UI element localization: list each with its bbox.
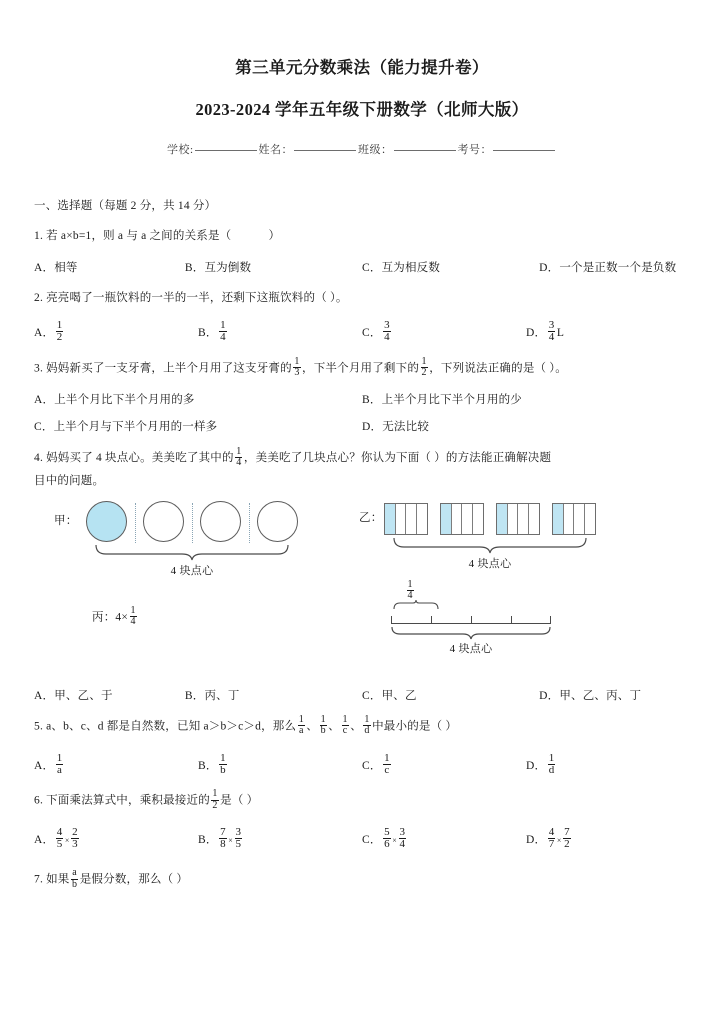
q6-option-b-fraction-1 — [219, 827, 227, 850]
q1-option-d[interactable] — [539, 259, 690, 275]
denominator: 8 — [220, 838, 226, 851]
yi-bar-3-part-1 — [497, 504, 508, 534]
q6-option-a-operator: × — [64, 835, 70, 845]
q4-option-b[interactable] — [185, 687, 362, 703]
q5-option-a-fraction — [56, 753, 64, 776]
q4-stem-part2: ，美美吃了几块点心？你认为下面（ ）的方法能正确解决题 — [243, 452, 552, 465]
q2-option-a-tag: A． — [34, 327, 55, 340]
denominator: 2 — [564, 838, 570, 851]
numerator: 1 — [421, 355, 427, 367]
denominator: 4 — [399, 838, 406, 851]
q4-option-c[interactable] — [362, 687, 539, 703]
numerator: 1 — [56, 319, 63, 332]
q2-option-b[interactable] — [198, 321, 362, 344]
q3-option-a-text: 上半个月比下半个月用的多 — [54, 394, 195, 407]
ding-tick-5 — [550, 616, 551, 624]
yi-bar-1 — [384, 503, 428, 535]
q6-option-c-tag: C． — [362, 833, 382, 846]
denominator: c — [384, 764, 390, 777]
q1-option-d-tag: D． — [539, 261, 560, 274]
q5-option-d[interactable] — [526, 751, 690, 777]
numerator: 1 — [56, 751, 63, 764]
yi-bar-1-part-2 — [396, 504, 407, 534]
numerator: 1 — [384, 751, 390, 764]
yi-bar-3-part-2 — [508, 504, 519, 534]
q2-option-c[interactable] — [362, 321, 526, 344]
denominator: 2 — [212, 799, 218, 811]
q1-option-a-text: 相等 — [54, 261, 78, 274]
q2-option-d-unit: L — [556, 327, 565, 340]
yi-caption: 4 块点心 — [468, 558, 512, 571]
yi-bar-2 — [440, 503, 484, 535]
section-heading: 一、选择题（每题 2 分，共 14 分） — [34, 199, 217, 212]
q4-option-c-text: 甲、乙 — [381, 690, 417, 703]
q3-option-a[interactable] — [34, 391, 362, 407]
numerator: 1 — [298, 714, 304, 726]
q6-option-a-tag: A． — [34, 833, 55, 846]
q1-option-c-text: 互为相反数 — [381, 261, 441, 274]
q2-options — [34, 321, 690, 344]
numerator: 3 — [548, 319, 555, 332]
q7-fraction-1 — [71, 868, 78, 889]
q4-option-b-tag: B． — [184, 690, 205, 703]
numerator: 4 — [548, 825, 555, 838]
q4-option-d-tag: D． — [539, 690, 560, 703]
figure-yi — [384, 503, 596, 571]
q4-option-d-text: 甲、乙、丙、丁 — [559, 690, 642, 703]
numerator: 1 — [220, 319, 226, 332]
denominator: 2 — [56, 331, 63, 344]
yi-bar-group — [384, 503, 594, 537]
q6-option-c-fraction-1 — [383, 827, 391, 850]
ding-number-line — [391, 609, 551, 631]
q7-number: 7. — [34, 873, 44, 886]
q2-option-d-tag: D． — [526, 327, 547, 340]
q3-option-c-tag: C． — [34, 421, 54, 434]
q6-option-d[interactable] — [526, 825, 690, 851]
q3-option-d-tag: D． — [362, 421, 383, 434]
numerator: 3 — [235, 825, 242, 838]
numerator: 1 — [320, 714, 326, 726]
figure-jia-label: 甲： — [54, 515, 78, 528]
q3-fraction-1 — [293, 357, 300, 378]
q6-option-d-fraction-2 — [563, 827, 571, 850]
q6-options — [34, 825, 690, 851]
q3-number: 3. — [34, 361, 44, 374]
q5-option-d-fraction — [548, 753, 556, 776]
numerator: 1 — [220, 751, 226, 764]
q2-option-a-fraction — [56, 320, 64, 343]
field-blank-school[interactable] — [195, 150, 257, 151]
ding-top-fraction — [407, 580, 414, 601]
q2-option-a[interactable] — [34, 321, 198, 344]
yi-bar-1-part-4 — [417, 504, 428, 534]
q6-option-d-operator: × — [556, 835, 562, 845]
q5-option-c-tag: C． — [362, 759, 382, 772]
q4-option-a[interactable] — [34, 687, 185, 703]
q5-sep-2: 、 — [328, 720, 340, 733]
numerator: 1 — [342, 714, 348, 726]
q4-option-a-text: 甲、乙、于 — [54, 690, 113, 703]
q7-stem-part1: 如果 — [46, 873, 70, 886]
question-7 — [34, 869, 690, 891]
denominator: 5 — [56, 838, 63, 851]
numerator: 1 — [548, 751, 555, 764]
q5-option-a-tag: A． — [34, 759, 55, 772]
page-title-line2: 2023-2024 学年五年级下册数学（北师大版） — [195, 99, 529, 119]
q4-stem-part1: 妈妈买了 4 块点心。美美吃了其中的 — [46, 452, 234, 465]
jia-circle-group — [86, 501, 298, 545]
q5-fraction-3 — [342, 715, 349, 736]
yi-bar-4-part-2 — [564, 504, 575, 534]
q4-stem-part3: 目中的问题。 — [34, 475, 105, 488]
yi-bar-4 — [552, 503, 596, 535]
q2-option-d[interactable] — [526, 321, 690, 344]
student-info-line — [34, 141, 690, 157]
q5-fraction-4 — [363, 715, 370, 736]
question-3 — [34, 355, 690, 380]
question-1 — [34, 226, 690, 247]
q6-option-b-tag: B． — [198, 833, 218, 846]
figure-bing-label: 丙： — [92, 611, 116, 624]
jia-circle-2 — [143, 501, 184, 542]
q5-number: 5. — [34, 720, 44, 733]
q6-option-b[interactable] — [198, 825, 362, 851]
jia-divider-3 — [249, 503, 250, 543]
q4-options — [34, 687, 690, 703]
denominator: a — [298, 725, 304, 737]
q1-stem-close: ） — [268, 229, 281, 242]
q6-number: 6. — [34, 794, 44, 807]
q6-option-c-fraction-2 — [399, 827, 407, 850]
denominator: 4 — [236, 457, 242, 469]
denominator: 6 — [384, 838, 390, 851]
q5-sep-1: 、 — [306, 720, 319, 733]
field-label-school: 学校: — [166, 143, 194, 156]
q6-option-d-tag: D． — [526, 833, 547, 846]
q5-fraction-2 — [320, 715, 327, 736]
q5-option-b-tag: B． — [198, 759, 218, 772]
q6-stem-part2: 是（ ） — [220, 794, 259, 807]
q5-stem-part2: 中最小的是（ ） — [372, 720, 458, 733]
field-label-examnum: 考号： — [457, 143, 493, 156]
numerator: a — [72, 867, 77, 879]
q3-options-row1 — [34, 391, 690, 407]
q3-stem-part1: 妈妈新买了一支牙膏，上半个月用了这支牙膏的 — [46, 361, 292, 374]
denominator: a — [57, 764, 63, 777]
q3-options-row2 — [34, 418, 690, 434]
q6-option-c-operator: × — [392, 835, 397, 845]
yi-bar-2-part-3 — [462, 504, 473, 534]
ding-tick-3 — [471, 616, 472, 624]
q6-option-b-operator: × — [228, 835, 233, 845]
denominator: 4 — [548, 331, 555, 344]
denominator: d — [364, 725, 370, 737]
numerator: 7 — [564, 825, 570, 838]
field-blank-name[interactable] — [294, 150, 356, 151]
figure-bing-expr: 4× — [115, 611, 129, 624]
q2-option-b-fraction — [219, 320, 227, 343]
q3-option-d-text: 无法比较 — [382, 421, 430, 434]
denominator: 3 — [72, 838, 78, 851]
jia-caption: 4 块点心 — [170, 565, 214, 578]
denominator: 4 — [130, 616, 136, 628]
q4-figure — [34, 499, 690, 687]
question-6 — [34, 790, 690, 812]
q4-fraction-1 — [235, 447, 242, 468]
yi-bar-1-part-1 — [385, 504, 396, 534]
yi-bar-4-part-1 — [553, 504, 564, 534]
q6-option-a-fraction-2 — [71, 827, 79, 850]
q5-option-b[interactable] — [198, 751, 362, 777]
numerator: 2 — [72, 825, 78, 838]
yi-bar-2-part-4 — [473, 504, 484, 534]
jia-circle-4 — [257, 501, 298, 542]
q6-option-a-fraction-1 — [56, 827, 64, 850]
q3-stem-part2: ，下半个月用了剩下的 — [302, 361, 420, 374]
numerator: 7 — [220, 825, 226, 838]
yi-bar-1-part-3 — [406, 504, 417, 534]
q5-option-b-fraction — [219, 753, 227, 776]
numerator: 1 — [212, 788, 218, 800]
q6-fraction-1 — [211, 789, 218, 810]
jia-circle-3 — [200, 501, 241, 542]
ding-tick-4 — [511, 616, 512, 624]
ding-caption: 4 块点心 — [449, 643, 493, 656]
q4-option-b-text: 丙、丁 — [204, 690, 240, 703]
yi-bar-3-part-3 — [518, 504, 529, 534]
q2-option-b-tag: B． — [198, 327, 218, 340]
q5-fraction-1 — [298, 715, 305, 736]
denominator: b — [320, 725, 326, 737]
denominator: 4 — [384, 331, 390, 344]
q3-fraction-2 — [421, 357, 428, 378]
numerator: 4 — [56, 825, 63, 838]
q3-option-b[interactable] — [362, 391, 690, 407]
q5-option-c-fraction — [383, 753, 391, 776]
numerator: 3 — [384, 319, 390, 332]
denominator: 3 — [294, 366, 300, 378]
q3-option-d[interactable] — [362, 418, 690, 434]
q1-option-c[interactable] — [362, 259, 539, 275]
field-blank-class[interactable] — [394, 150, 456, 151]
q1-option-b-text: 互为倒数 — [204, 261, 252, 274]
question-4 — [34, 447, 690, 493]
jia-circle-1 — [86, 501, 127, 542]
denominator: 5 — [235, 838, 242, 851]
q5-option-d-tag: D． — [526, 759, 547, 772]
figure-ding — [391, 579, 551, 656]
q7-stem-part2: 是假分数，那么（ ） — [79, 873, 189, 886]
q3-stem-part3: ，下列说法正确的是（ ）。 — [429, 361, 567, 374]
q1-option-b[interactable] — [185, 259, 362, 275]
q3-option-b-tag: B． — [362, 394, 382, 407]
q5-option-c[interactable] — [362, 751, 526, 777]
field-label-class: 班级： — [358, 143, 393, 156]
numerator: 1 — [294, 355, 300, 367]
jia-divider-1 — [135, 503, 136, 543]
q5-options — [34, 751, 690, 777]
q1-option-c-tag: C． — [361, 261, 382, 274]
q6-option-b-fraction-2 — [235, 827, 243, 850]
denominator: 4 — [220, 331, 226, 344]
q3-option-a-tag: A． — [34, 394, 55, 407]
q4-option-d[interactable] — [539, 687, 690, 703]
numerator: 1 — [236, 445, 242, 457]
numerator: 3 — [399, 825, 406, 838]
q2-option-c-fraction — [383, 320, 391, 343]
q2-option-c-tag: C． — [362, 327, 382, 340]
jia-divider-2 — [192, 503, 193, 543]
q1-option-d-text: 一个是正数一个是负数 — [559, 261, 677, 274]
q4-option-c-tag: C． — [361, 690, 382, 703]
yi-bar-4-part-3 — [574, 504, 585, 534]
q5-option-a[interactable] — [34, 751, 198, 777]
denominator: c — [342, 725, 348, 737]
q6-stem-part1: 下面乘法算式中，乘积最接近的 — [46, 794, 210, 807]
figure-yi-label: 乙： — [359, 512, 383, 525]
yi-bar-3-part-4 — [529, 504, 540, 534]
q3-option-b-text: 上半个月比下半个月用的少 — [381, 394, 522, 407]
numerator: 1 — [364, 714, 370, 726]
denominator: b — [220, 764, 226, 777]
q1-number: 1. — [34, 229, 44, 242]
q6-option-a[interactable] — [34, 825, 198, 851]
question-5 — [34, 716, 690, 738]
q2-option-d-fraction — [548, 320, 556, 343]
figure-jia — [86, 501, 298, 578]
q2-stem: 亮亮喝了一瓶饮料的一半的一半，还剩下这瓶饮料的（ ）。 — [46, 291, 348, 304]
yi-brace-icon — [392, 537, 588, 554]
figure-bing — [92, 607, 138, 628]
q4-number: 4. — [34, 452, 44, 465]
q1-option-a-tag: A． — [34, 261, 55, 274]
ding-tick-1 — [391, 616, 392, 624]
yi-bar-2-part-2 — [452, 504, 463, 534]
denominator: 2 — [421, 366, 427, 378]
denominator: d — [548, 764, 555, 777]
q3-option-c-text: 上半个月与下半个月用的一样多 — [53, 421, 218, 434]
ding-tick-2 — [431, 616, 432, 624]
yi-bar-3 — [496, 503, 540, 535]
denominator: 4 — [407, 590, 413, 602]
q1-stem: 若 a×b=1，则 a 与 a 之间的关系是（ — [46, 229, 232, 242]
denominator: 7 — [548, 838, 555, 851]
yi-bar-4-part-4 — [585, 504, 596, 534]
figure-bing-fraction — [130, 606, 137, 627]
q5-stem-part1: a、b、c、d 都是自然数，已知 a＞b＞c＞d，那么 — [46, 720, 297, 733]
q1-options — [34, 259, 690, 275]
q1-option-b-tag: B． — [184, 261, 205, 274]
page-title-line1: 第三单元分数乘法（能力提升卷） — [235, 58, 489, 77]
numerator: 5 — [384, 825, 390, 838]
q3-option-c[interactable] — [34, 418, 362, 434]
q6-option-c[interactable] — [362, 825, 526, 851]
numerator: 1 — [130, 605, 136, 617]
q1-option-a[interactable] — [34, 259, 185, 275]
numerator: 1 — [407, 579, 413, 591]
q4-option-a-tag: A． — [34, 690, 55, 703]
question-2 — [34, 288, 690, 309]
denominator: b — [72, 878, 78, 890]
yi-bar-2-part-1 — [441, 504, 452, 534]
field-blank-examnum[interactable] — [493, 150, 555, 151]
q2-number: 2. — [34, 291, 44, 304]
field-label-name: 姓名： — [258, 143, 294, 156]
q6-option-d-fraction-1 — [548, 827, 556, 850]
q5-sep-3: 、 — [350, 720, 362, 733]
jia-brace-icon — [94, 544, 290, 561]
